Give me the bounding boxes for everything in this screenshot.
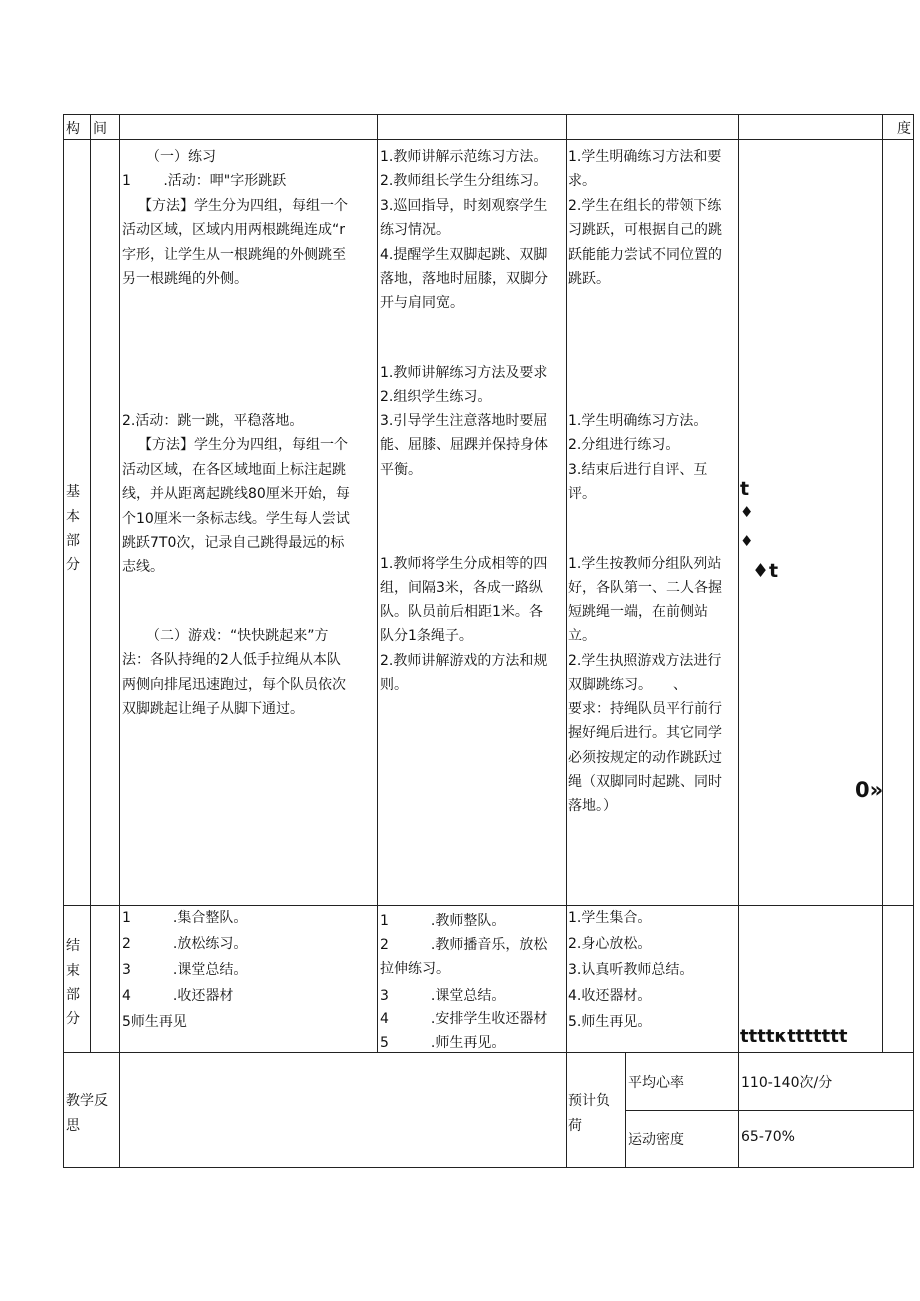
header-col-time: 间 <box>93 121 107 137</box>
stray-glyph: 0» <box>855 778 884 802</box>
student-line: 1.学生按教师分组队列站 <box>568 556 722 572</box>
teacher-line: 2.教师组长学生分组练习。 <box>380 173 548 189</box>
student-line: 跃能能力尝试不同位置的 <box>568 247 722 263</box>
teacher-line: 练习情况。 <box>380 222 450 238</box>
teacher-line: 平衡。 <box>380 462 422 478</box>
student-line: 3.结束后进行自评、互 <box>568 462 708 478</box>
student-line: 求。 <box>568 173 596 189</box>
content-line: （一）练习 <box>146 149 216 165</box>
student-line: 5.师生再见。 <box>568 1014 652 1030</box>
stray-glyph: ♦t <box>752 560 779 582</box>
content-line: 两侧向排尾迅速跑过，每个队员依次 <box>122 677 346 693</box>
teacher-line: 能、屈膝、屈踝并保持身体 <box>380 437 548 453</box>
student-line: 4.收还器材。 <box>568 988 652 1004</box>
density-label: 运动密度 <box>628 1132 684 1148</box>
student-line: 必须按规定的动作跳跃过 <box>568 750 722 766</box>
student-line: 评。 <box>568 486 596 502</box>
teacher-line: 拉伸练习。 <box>380 961 450 977</box>
teacher-line: 4.提醒学生双脚起跳、双脚 <box>380 247 548 263</box>
content-line: 1 .活动：呷"字形跳跃 <box>122 173 287 189</box>
student-line: 握好绳后进行。其它同学 <box>568 725 722 741</box>
student-line: 落地。） <box>568 798 617 814</box>
content-line: 另一根跳绳的外侧。 <box>122 271 248 287</box>
teacher-line: 1 .教师整队。 <box>380 913 506 929</box>
stray-glyph: ttttκttttttt <box>740 1026 848 1047</box>
student-line: 1.学生集合。 <box>568 910 652 926</box>
student-line: 双脚跳练习。 、 <box>568 677 687 693</box>
student-line: 2.学生在组长的带领下练 <box>568 198 722 214</box>
content-line: 1 .集合整队。 <box>122 910 248 926</box>
teacher-line: 开与肩同宽。 <box>380 295 464 311</box>
content-line: 【方法】学生分为四组，每组一个 <box>138 437 348 453</box>
teacher-line: 队分1条绳子。 <box>380 628 473 644</box>
student-line: 3.认真听教师总结。 <box>568 962 694 978</box>
teacher-line: 3 .课堂总结。 <box>380 988 506 1004</box>
content-line: 字形，让学生从一根跳绳的外侧跳至 <box>122 247 346 263</box>
teacher-line: 落地，落地时屈膝，双脚分 <box>380 271 548 287</box>
heart-rate-value: 110-140次/分 <box>741 1075 833 1091</box>
teacher-line: 则。 <box>380 677 408 693</box>
student-line: 好，各队第一、二人各握 <box>568 580 722 596</box>
student-line: 2.身心放松。 <box>568 936 652 952</box>
student-line: 要求：持绳队员平行前行 <box>568 701 722 717</box>
student-line: 习跳跃，可根据自己的跳 <box>568 222 722 238</box>
load-label: 预计负荷 <box>568 1093 610 1134</box>
teacher-line: 3.巡回指导，时刻观察学生 <box>380 198 548 214</box>
teacher-line: 队。队员前后相距1米。各 <box>380 604 543 620</box>
content-line: 5师生再见 <box>122 1014 187 1030</box>
content-line: 双脚跳起让绳子从脚下通过。 <box>122 701 304 717</box>
student-line: 2.学生执照游戏方法进行 <box>568 653 722 669</box>
content-line: 【方法】学生分为四组，每组一个 <box>138 198 348 214</box>
reflection-label: 教学反思 <box>66 1093 108 1134</box>
content-line: 线，并从距离起跳线80厘米开始，每 <box>122 486 350 502</box>
header-col-intensity: 度 <box>897 121 911 137</box>
content-line: 个10厘米一条标志线。学生每人尝试 <box>122 511 350 527</box>
teacher-line: 组，间隔3米，各成一路纵 <box>380 580 543 596</box>
teacher-line: 4 .安排学生收还器材 <box>380 1011 548 1027</box>
student-line: 短跳绳一端，在前侧站 <box>568 604 708 620</box>
content-line: 活动区域，区域内用两根跳绳连成“r <box>122 222 346 238</box>
content-line: 法：各队持绳的2人低手拉绳从本队 <box>122 652 341 668</box>
heart-rate-label: 平均心率 <box>628 1075 684 1091</box>
teacher-line: 2 .教师播音乐，放松 <box>380 937 548 953</box>
teacher-line: 1.教师讲解示范练习方法。 <box>380 149 548 165</box>
content-line: 4 .收还器材 <box>122 988 234 1004</box>
teacher-line: 1.教师将学生分成相等的四 <box>380 556 548 572</box>
teacher-line: 5 .师生再见。 <box>380 1035 506 1051</box>
teacher-line: 2.组织学生练习。 <box>380 389 492 405</box>
content-line: 2 .放松练习。 <box>122 936 248 952</box>
content-line: 活动区域，在各区域地面上标注起跳 <box>122 462 346 478</box>
stray-glyph: t <box>740 478 750 500</box>
teacher-line: 3.引导学生注意落地时要屈 <box>380 413 548 429</box>
teacher-line: 1.教师讲解练习方法及要求 <box>380 365 548 381</box>
content-line: 跳跃7T0次，记录自己跳得最远的标 <box>122 535 345 551</box>
student-line: 2.分组进行练习。 <box>568 437 680 453</box>
student-line: 跳跃。 <box>568 271 610 287</box>
content-line: 志线。 <box>122 559 164 575</box>
stray-glyph: ♦ <box>740 532 754 550</box>
content-line: 3 .课堂总结。 <box>122 962 248 978</box>
density-value: 65-70% <box>741 1129 795 1145</box>
teacher-line: 2.教师讲解游戏的方法和规 <box>380 653 548 669</box>
content-line: 2.活动：跳一跳，平稳落地。 <box>122 413 304 429</box>
student-line: 绳（双脚同时起跳、同时 <box>568 774 722 790</box>
student-line: 1.学生明确练习方法和要 <box>568 149 722 165</box>
content-line: （二）游戏：“快快跳起来”方 <box>146 628 329 644</box>
stray-glyph: ♦ <box>740 503 754 521</box>
student-line: 1.学生明确练习方法。 <box>568 413 708 429</box>
student-line: 立。 <box>568 628 596 644</box>
header-col-structure: 构 <box>66 121 80 137</box>
